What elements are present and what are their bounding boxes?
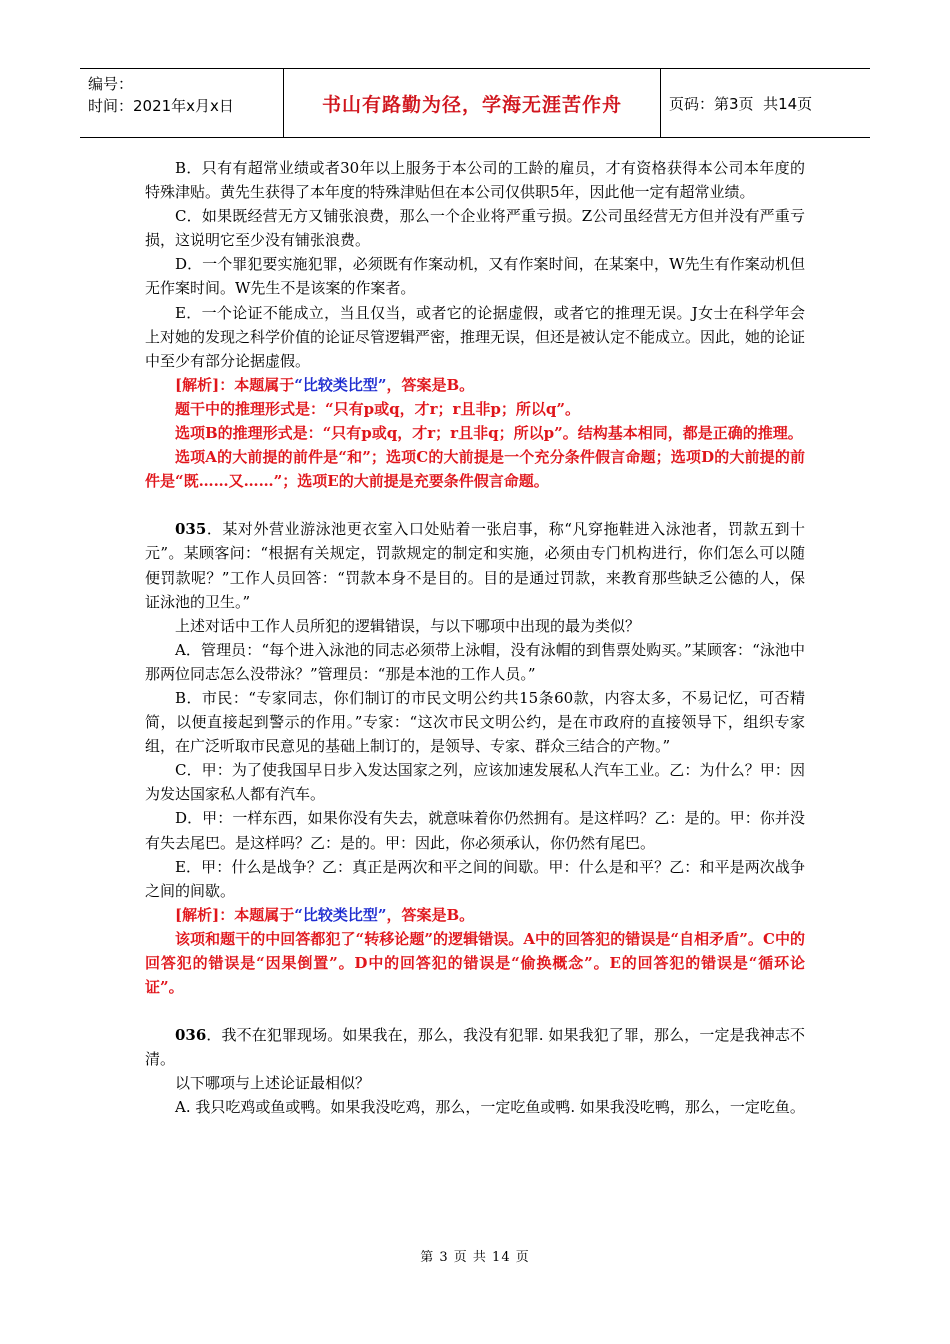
analysis-text: 题干中的推理形式是：“只有p或q，才r；r且非p；所以q”。	[175, 399, 581, 418]
option-b: B．市民：“专家同志，你们制订的市民文明公约共15条60款，内容太多，不易记忆，可否精简，以便直接起到警示的作用。”专家：“这次市民文明公约，是在市政府的直接领导下，组织专家组，在广泛听取市民意见的基础上制订的，是领导、专家、群众三结合的产物。”	[145, 688, 805, 756]
question-36-prompt: 以下哪项与上述论证最相似？	[175, 1074, 371, 1093]
question-35-stem: 035．某对外营业游泳池更衣室入口处贴着一张启事，称“凡穿拖鞋进入泳池者，罚款五到十元”。某顾客问：“根据有关规定，罚款规定的制定和实施，必须由专门机构进行，你们怎么可以随便罚款呢？”工作人员回答：“罚款本身不是目的。目的是通过罚款，来教育那些缺乏公德的人，保证泳池的卫生。”	[145, 520, 805, 611]
page-header	[80, 68, 870, 138]
header-motto: 书山有路勤为径，学海无涯苦作舟	[284, 69, 661, 137]
header-page-label: 页码：第3页 共14页	[669, 94, 813, 113]
option-a: A．管理员：“每个进入泳池的同志必须带上泳帽，没有泳帽的到售票处购买。”某顾客：“泳池中那两位同志怎么没带泳？”管理员：“那是本池的工作人员。”	[145, 640, 805, 683]
analysis-heading: [解析]：本题属于“比较类比型”，答案是B。	[175, 375, 475, 394]
question-36-stem: 036．我不在犯罪现场。如果我在，那么，我没有犯罪. 如果我犯了罪，那么，一定是我神志不清。	[145, 1026, 805, 1069]
analysis-type: “比较类比型”	[294, 905, 387, 924]
option-e: E．一个论证不能成立，当且仅当，或者它的论据虚假，或者它的推理无误。J女士在科学年会上对她的发现之科学价值的论证尽管逻辑严密，推理无误，但还是被认定不能成立。因此，她的论证中至少有部分论据虚假。	[145, 303, 806, 370]
option-a: A. 我只吃鸡或鱼或鸭。如果我没吃鸡，那么，一定吃鱼或鸭. 如果我没吃鸭，那么，一定吃鱼。	[175, 1098, 805, 1117]
option-e: E．甲：什么是战争？乙：真正是两次和平之间的间歇。甲：什么是和平？乙：和平是两次战争之间的间歇。	[145, 857, 805, 900]
header-page	[661, 69, 870, 137]
question-number: 035	[175, 520, 207, 539]
page-footer	[0, 1246, 950, 1265]
option-c: C．甲：为了使我国早日步入发达国家之列，应该加速发展私人汽车工业。乙：为什么？甲：因为发达国家私人都有汽车。	[145, 761, 805, 804]
document-body	[145, 156, 805, 1120]
analysis-text: 选项A的大前提的前件是“和”；选项C的大前提是一个充分条件假言命题；选项D的大前提的前件是“既……又……”；选项E的大前提是充要条件假言命题。	[145, 448, 805, 491]
option-d: D．甲：一样东西，如果你没有失去，就意味着你仍然拥有。是这样吗？乙：是的。甲：你并没有失去尾巴。是这样吗？乙：是的。甲：因此，你必须承认，你仍然有尾巴。	[145, 809, 805, 852]
header-date: 时间：2021年x月x日	[88, 97, 234, 115]
header-id-label: 编号：	[88, 75, 134, 93]
analysis-heading: [解析]：本题属于“比较类比型”，答案是B。	[175, 905, 475, 924]
analysis-type: “比较类比型”	[294, 375, 387, 394]
option-d: D．一个罪犯要实施犯罪，必须既有作案动机，又有作案时间，在某案中，W先生有作案动机但无作案时间。W先生不是该案的作案者。	[145, 255, 805, 298]
analysis-text: 选项B的推理形式是：“只有p或q，才r；r且非q；所以p”。结构基本相同，都是正确的推理。	[175, 424, 803, 443]
header-meta	[80, 69, 284, 137]
option-b: B．只有有超常业绩或者30年以上服务于本公司的工龄的雇员，才有资格获得本公司本年度的特殊津贴。黄先生获得了本年度的特殊津贴但在本公司仅供职5年，因此他一定有超常业绩。	[145, 159, 805, 202]
option-c: C．如果既经营无方又铺张浪费，那么一个企业将严重亏损。Z公司虽经营无方但并没有严重亏损，这说明它至少没有铺张浪费。	[145, 207, 805, 250]
question-number: 036	[175, 1026, 207, 1045]
footer-page-number: 第 3 页 共 14 页	[420, 1250, 530, 1265]
analysis-text: 该项和题干的中回答都犯了“转移论题”的逻辑错误。A中的回答犯的错误是“自相矛盾”。C中的回答犯的错误是“因果倒置”。D中的回答犯的错误是“偷换概念”。E的回答犯的错误是“循环论证”。	[145, 929, 805, 997]
question-35-prompt: 上述对话中工作人员所犯的逻辑错误，与以下哪项中出现的最为类似？	[175, 616, 641, 635]
